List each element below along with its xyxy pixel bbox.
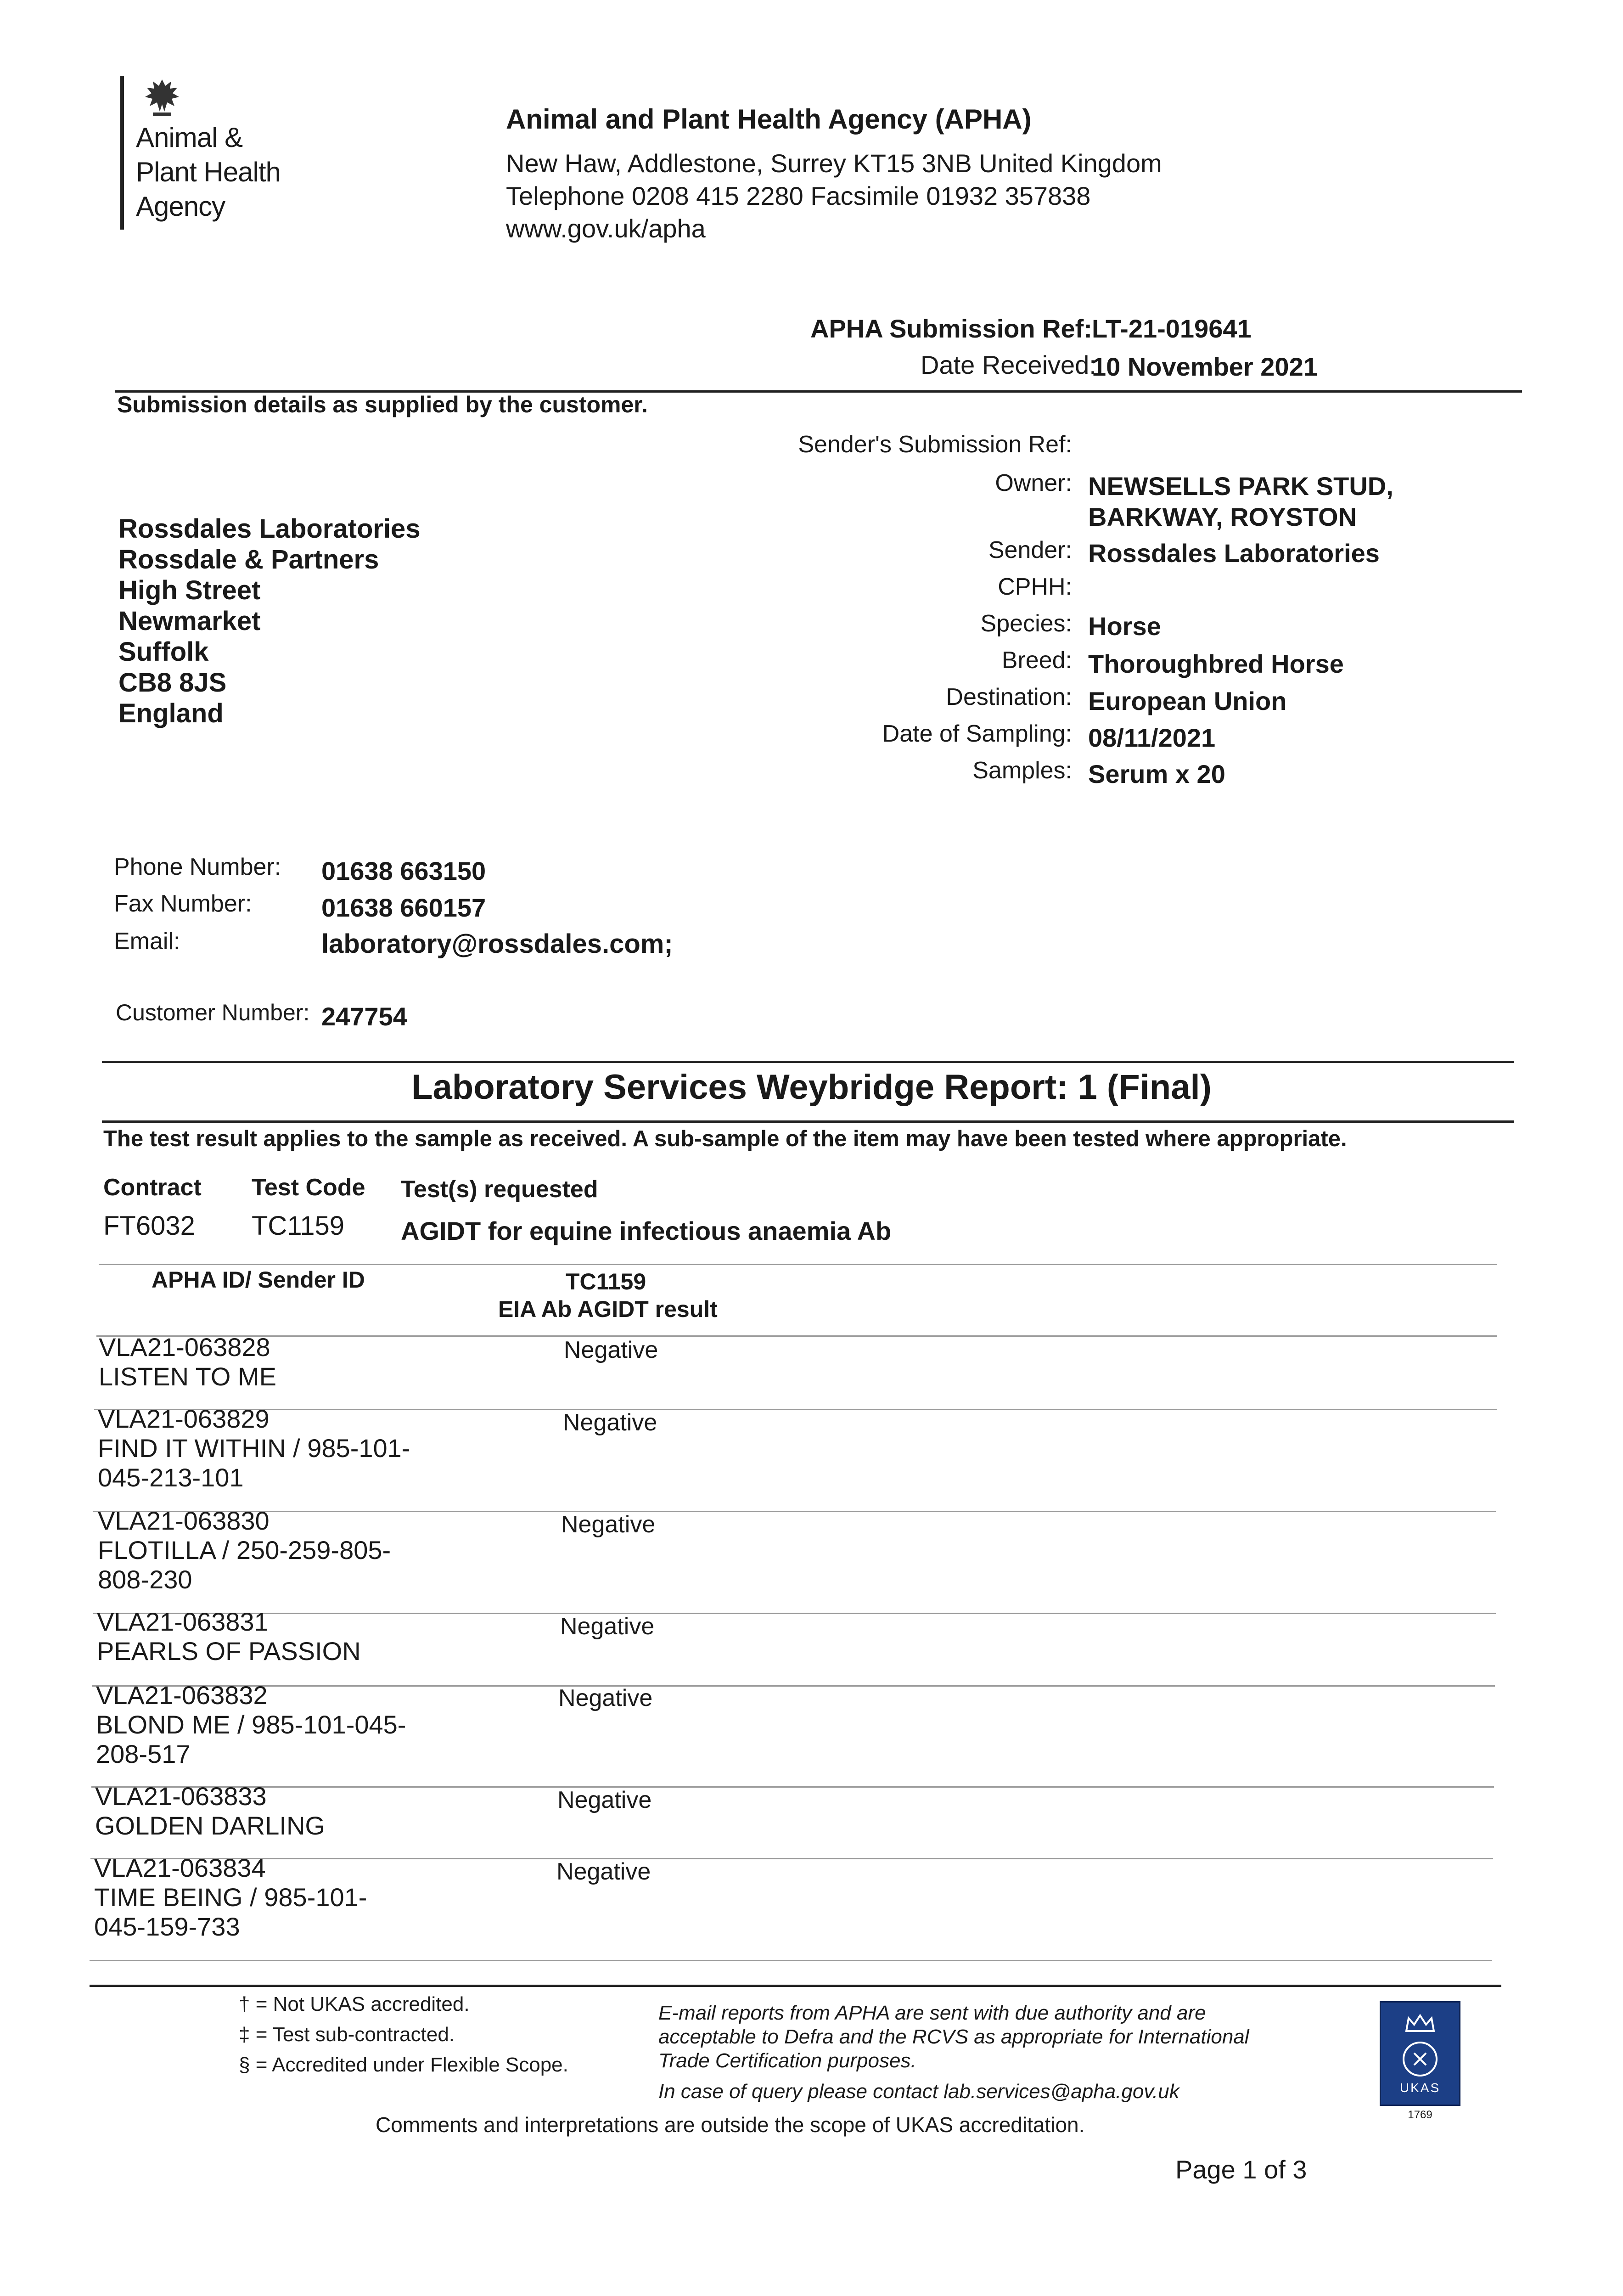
sender-id: FIND IT WITHIN / 985-101- xyxy=(98,1434,410,1463)
sender-id: BLOND ME / 985-101-045- xyxy=(96,1710,406,1739)
ukas-number: 1769 xyxy=(1408,2109,1432,2121)
result-value: Negative xyxy=(561,1511,656,1538)
result-row xyxy=(98,1506,391,1594)
owner-value-line2: BARKWAY, ROYSTON xyxy=(1088,502,1357,531)
rule-tests xyxy=(99,1264,1497,1265)
sample-id: VLA21-063832 xyxy=(96,1681,268,1710)
sampling-date-label: Date of Sampling: xyxy=(882,720,1072,747)
footer-legend xyxy=(239,1989,568,2080)
test-requested-value: AGIDT for equine infectious anaemia Ab xyxy=(401,1216,892,1245)
row-divider xyxy=(90,1960,1492,1961)
col-tests-requested: Test(s) requested xyxy=(401,1176,598,1203)
sender-ref-label: Sender's Submission Ref: xyxy=(798,431,1072,458)
sender-label: Sender: xyxy=(988,537,1072,563)
rule-report-top xyxy=(102,1061,1514,1063)
breed-label: Breed: xyxy=(1001,647,1072,674)
email-value[interactable]: laboratory@rossdales.com; xyxy=(321,929,673,959)
agency-phone: Telephone 0208 415 2280 Facsimile 01932 357838 xyxy=(506,181,1091,210)
footer-email-note xyxy=(658,2001,1249,2073)
breed-value: Thoroughbred Horse xyxy=(1088,649,1344,678)
owner-value-line1: NEWSELLS PARK STUD, xyxy=(1088,472,1393,501)
agency-name: Animal and Plant Health Agency (APHA) xyxy=(506,104,1032,135)
sample-id: VLA21-063829 xyxy=(98,1404,270,1433)
address-line: Suffolk xyxy=(118,637,209,667)
customer-number-value: 247754 xyxy=(321,1002,407,1031)
cphh-label: CPHH: xyxy=(998,574,1072,600)
sample-id: VLA21-063834 xyxy=(94,1853,266,1882)
legend-sub-contracted: ‡ = Test sub-contracted. xyxy=(239,2023,455,2046)
sender-id: TIME BEING / 985-101- xyxy=(94,1883,367,1912)
ukas-label: UKAS xyxy=(1399,2081,1441,2095)
footer-query-note: In case of query please contact lab.services@apha.gov.uk xyxy=(658,2080,1179,2103)
sender-id: 045-213-101 xyxy=(98,1463,244,1492)
result-value: Negative xyxy=(563,1409,657,1436)
owner-label: Owner: xyxy=(995,470,1072,496)
agency-web[interactable]: www.gov.uk/apha xyxy=(506,214,706,243)
col-test-code: Test Code xyxy=(252,1174,365,1201)
sender-id: LISTEN TO ME xyxy=(99,1362,276,1391)
customer-address xyxy=(118,513,421,729)
results-col-id: APHA ID/ Sender ID xyxy=(152,1267,365,1293)
submission-details-note: Submission details as supplied by the customer. xyxy=(117,392,648,417)
email-note-line: E-mail reports from APHA are sent with due authority and are xyxy=(658,2002,1206,2024)
email-note-line: acceptable to Defra and the RCVS as appropriate for International xyxy=(658,2026,1249,2048)
sample-id: VLA21-063830 xyxy=(98,1506,270,1535)
result-row xyxy=(94,1853,367,1941)
submission-ref-value: LT-21-019641 xyxy=(1092,314,1252,343)
address-line: England xyxy=(118,698,224,728)
logo-line-1: Animal & xyxy=(136,122,243,153)
col-contract: Contract xyxy=(103,1174,202,1201)
sender-id: FLOTILLA / 250-259-805- xyxy=(98,1536,391,1564)
logo-bar xyxy=(120,76,124,230)
sender-id: PEARLS OF PASSION xyxy=(97,1637,361,1666)
address-line: Rossdale & Partners xyxy=(118,545,379,574)
result-value: Negative xyxy=(560,1613,655,1640)
results-col-result: EIA Ab AGIDT result xyxy=(498,1296,718,1322)
sample-id: VLA21-063833 xyxy=(95,1782,267,1811)
samples-value: Serum x 20 xyxy=(1088,760,1225,788)
species-label: Species: xyxy=(980,610,1072,637)
ukas-emblem-icon xyxy=(1400,2039,1440,2079)
sender-id: GOLDEN DARLING xyxy=(95,1811,325,1840)
fax-label: Fax Number: xyxy=(114,890,252,917)
result-value: Negative xyxy=(556,1858,651,1885)
result-row xyxy=(98,1404,410,1492)
result-row xyxy=(96,1681,406,1769)
sender-id: 208-517 xyxy=(96,1739,191,1768)
legend-not-accredited: † = Not UKAS accredited. xyxy=(239,1993,470,2015)
customer-number-label: Customer Number: xyxy=(116,1000,310,1025)
result-value: Negative xyxy=(564,1337,658,1363)
address-line: Newmarket xyxy=(118,606,261,636)
result-row xyxy=(95,1782,325,1840)
report-note: The test result applies to the sample as received. A sub-sample of the item may have been tested where appropriate. xyxy=(103,1126,1347,1151)
result-row xyxy=(99,1333,276,1391)
samples-label: Samples: xyxy=(972,757,1072,784)
email-label: Email: xyxy=(114,928,180,955)
legend-flexible-scope: § = Accredited under Flexible Scope. xyxy=(239,2054,568,2076)
logo-line-3: Agency xyxy=(136,191,225,222)
date-received-value: 10 November 2021 xyxy=(1092,352,1318,381)
sample-id: VLA21-063831 xyxy=(97,1607,269,1636)
email-note-line: Trade Certification purposes. xyxy=(658,2049,916,2072)
logo-block xyxy=(120,76,331,241)
submission-ref-label: APHA Submission Ref: xyxy=(810,314,1092,343)
rule-footer xyxy=(90,1985,1501,1987)
destination-label: Destination: xyxy=(946,684,1072,710)
result-value: Negative xyxy=(558,1685,653,1711)
address-line: High Street xyxy=(118,575,261,605)
page-number: Page 1 of 3 xyxy=(1175,2155,1307,2184)
rule-results-header xyxy=(96,1335,1497,1337)
results-col-test: TC1159 xyxy=(566,1269,646,1294)
address-line: Rossdales Laboratories xyxy=(118,514,421,544)
result-row xyxy=(97,1607,361,1666)
species-value: Horse xyxy=(1088,612,1161,641)
date-received-label: Date Received: xyxy=(921,350,1096,379)
phone-value: 01638 663150 xyxy=(321,856,486,885)
report-title: Laboratory Services Weybridge Report: 1 (Final) xyxy=(411,1068,1212,1107)
royal-crest-icon xyxy=(137,76,187,119)
sender-id: 808-230 xyxy=(98,1565,192,1594)
destination-value: European Union xyxy=(1088,687,1287,715)
test-code-value: TC1159 xyxy=(252,1211,345,1241)
sender-value: Rossdales Laboratories xyxy=(1088,539,1380,568)
sampling-date-value: 08/11/2021 xyxy=(1088,723,1216,752)
sender-id: 045-159-733 xyxy=(94,1912,240,1941)
logo-line-2: Plant Health xyxy=(136,157,281,187)
rule-report-bottom xyxy=(102,1120,1514,1123)
crown-icon xyxy=(1404,2013,1436,2034)
result-value: Negative xyxy=(557,1787,652,1813)
phone-label: Phone Number: xyxy=(114,854,281,880)
address-line: CB8 8JS xyxy=(118,668,227,698)
sample-id: VLA21-063828 xyxy=(99,1333,270,1362)
fax-value: 01638 660157 xyxy=(321,893,486,922)
scope-note: Comments and interpretations are outside the scope of UKAS accreditation. xyxy=(376,2113,1085,2137)
agency-address: New Haw, Addlestone, Surrey KT15 3NB United Kingdom xyxy=(506,149,1162,178)
ukas-badge xyxy=(1380,2001,1460,2106)
contract-value: FT6032 xyxy=(103,1211,195,1241)
